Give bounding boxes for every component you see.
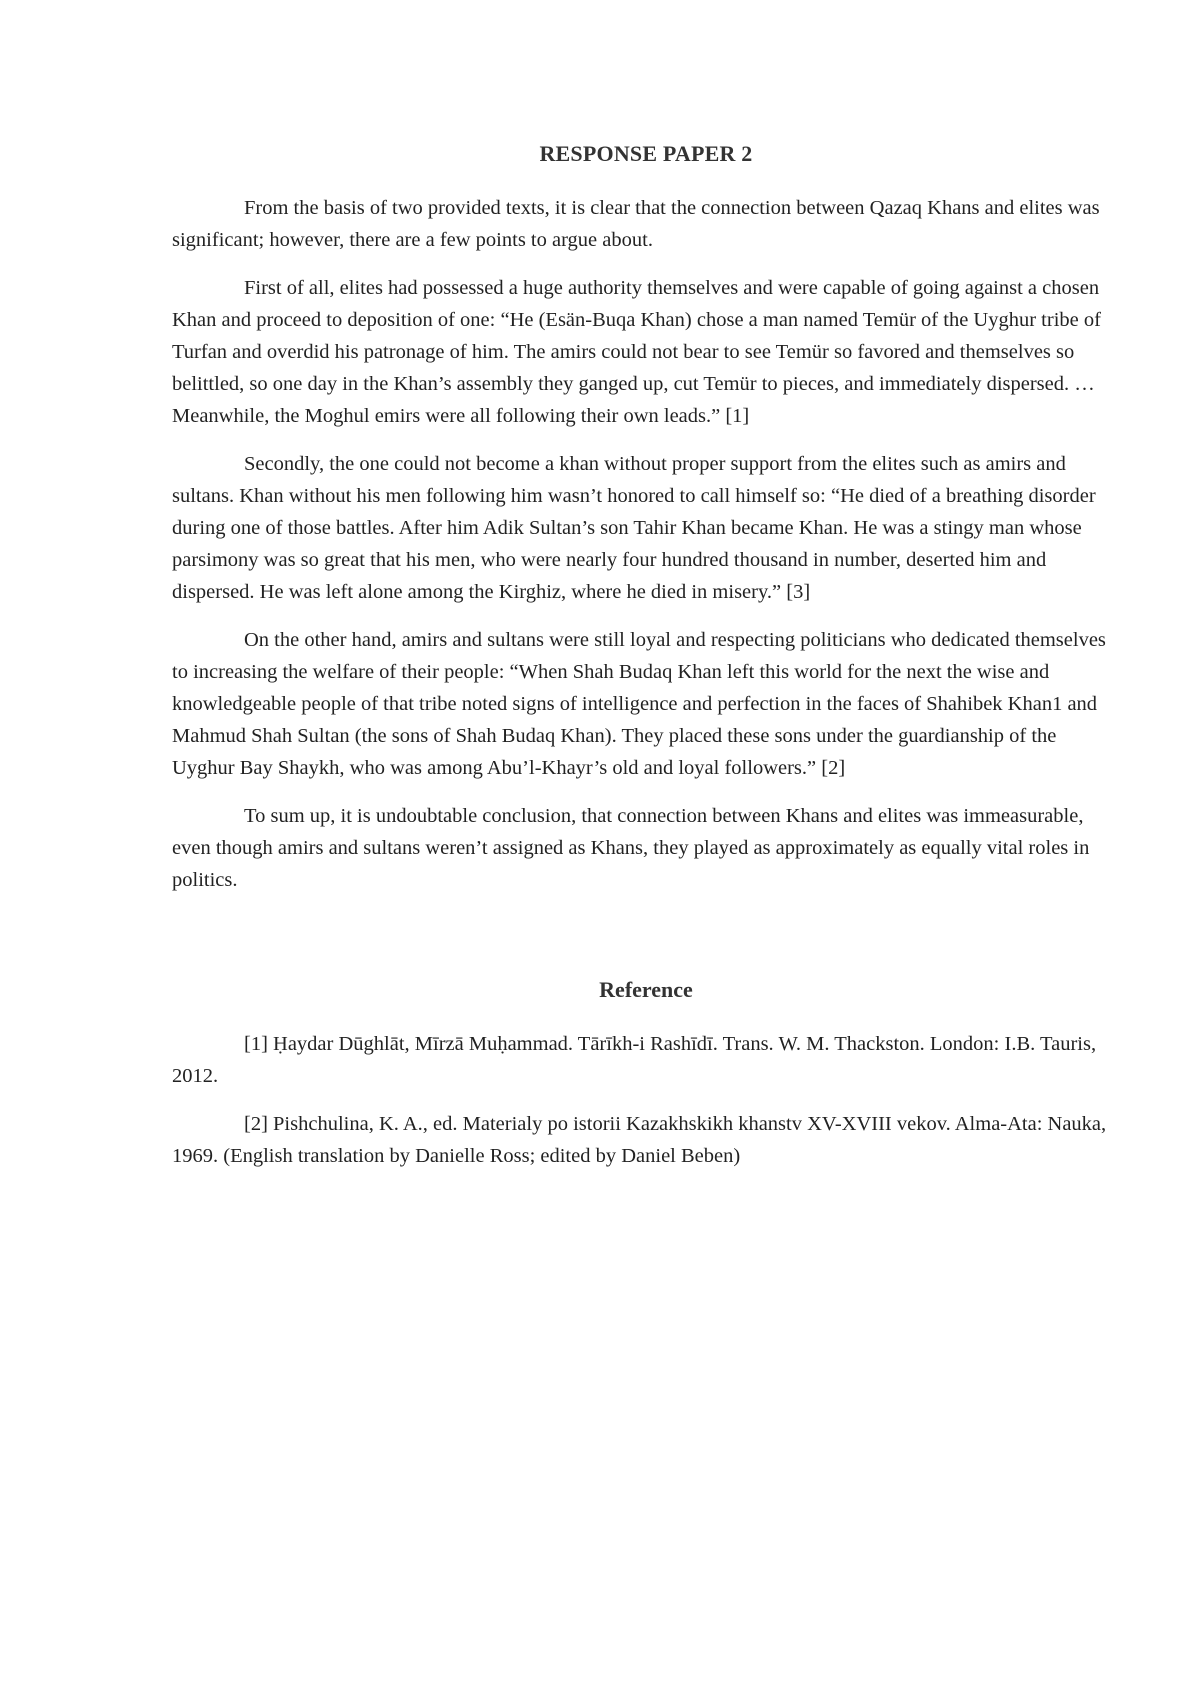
reference-heading: Reference [599, 977, 693, 1002]
document-body [172, 138, 1120, 1188]
paragraph-intro: From the basis of two provided texts, it is clear that the connection between Qazaq Khans and elites was significant; however, there are a few points to argue about. [172, 197, 1100, 251]
paper-title: RESPONSE PAPER 2 [539, 141, 753, 166]
paragraph-other-hand: On the other hand, amirs and sultans were still loyal and respecting politicians who dedicated themselves to increasing the welfare of their people: “When Shah Budaq Khan left this world for the next the wise and knowledgeable people of that tribe noted signs of intelligence and perfection in the faces of Shahibek Khan1 and Mahmud Shah Sultan (the sons of Shah Budaq Khan). They placed these sons under the guardianship of the Uyghur Bay Shaykh, who was among Abu’l-Khayr’s old and loyal followers.” [2] [172, 629, 1106, 779]
reference-item-1: [1] Ḥaydar Dūghlāt, Mīrzā Muḥammad. Tārīkh-i Rashīdī. Trans. W. M. Thackston. London: I.B. Tauris, 2012. [172, 1033, 1097, 1087]
paragraph-conclusion: To sum up, it is undoubtable conclusion, that connection between Khans and elites was immeasurable, even though amirs and sultans weren’t assigned as Khans, they played as approximately as equally vital roles in politics. [172, 805, 1090, 891]
paragraph-second-point: Secondly, the one could not become a khan without proper support from the elites such as amirs and sultans. Khan without his men following him wasn’t honored to call himself so: “He died of a breathing disorder during one of those battles. After him Adik Sultan’s son Tahir Khan became Khan. He was a stingy man whose parsimony was so great that his men, who were nearly four hundred thousand in number, deserted him and dispersed. He was left alone among the Kirghiz, where he died in misery.” [3] [172, 453, 1096, 603]
paragraph-first-point: First of all, elites had possessed a huge authority themselves and were capable of going against a chosen Khan and proceed to deposition of one: “He (Esän-Buqa Khan) chose a man named Temür of the Uyghur tribe of Turfan and overdid his patronage of him. The amirs could not bear to see Temür so favored and themselves so belittled, so one day in the Khan’s assembly they ganged up, cut Temür to pieces, and immediately dispersed. … Meanwhile, the Moghul emirs were all following their own leads.” [1] [172, 277, 1101, 427]
reference-item-2: [2] Pishchulina, K. A., ed. Materialy po istorii Kazakhskikh khanstv XV-XVIII vekov. Alma-Ata: Nauka, 1969. (English translation by Danielle Ross; edited by Daniel Beben) [172, 1113, 1107, 1167]
